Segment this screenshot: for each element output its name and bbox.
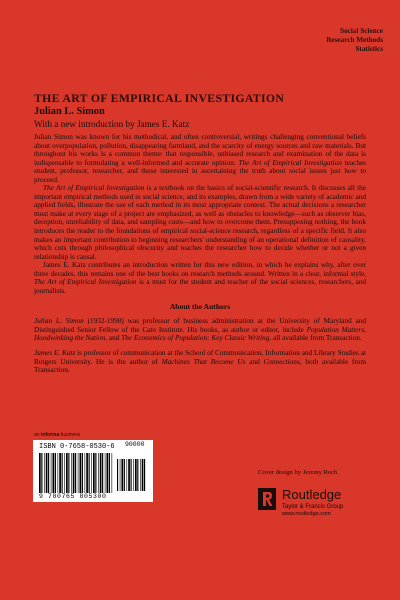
barcode-bar: [89, 453, 90, 493]
barcode-bar: [51, 453, 52, 493]
addon-digits: 90000: [125, 441, 145, 448]
category-research-methods: Research Methods: [326, 36, 383, 45]
publisher-group: Taylor & Francis Group: [282, 504, 344, 510]
barcode-bar: [95, 453, 96, 493]
barcode-bar: [128, 459, 130, 491]
barcode-bar: [107, 453, 109, 493]
barcode-bar: [64, 453, 65, 493]
barcode-bar: [121, 459, 123, 491]
barcode-bar: [71, 453, 72, 493]
barcode-bar: [59, 453, 61, 493]
barcode-bar: [39, 453, 41, 493]
barcode-bar: [117, 459, 118, 491]
isbn-number: ISBN 0-7658-0530-6: [39, 443, 115, 451]
ean-digits: 9 780765 805300: [39, 493, 107, 500]
barcode-bar: [133, 459, 134, 491]
barcode-bar: [68, 453, 69, 493]
publisher-url: www.routledge.com: [282, 511, 331, 517]
barcode-bar: [44, 453, 45, 493]
isbn-barcode: [33, 440, 153, 502]
publisher-text: [282, 488, 343, 518]
barcode-bar: [127, 459, 128, 491]
barcode-bar: [75, 453, 76, 493]
barcode-bar: [109, 453, 110, 493]
barcode-bar: [102, 453, 103, 493]
barcode-bar: [73, 453, 75, 493]
category-social-science: Social Science: [340, 27, 383, 35]
barcode-bar: [142, 459, 144, 491]
barcode-bar: [105, 453, 106, 493]
barcode-bar: [112, 453, 113, 493]
barcode-bar: [80, 453, 82, 493]
barcode-bar: [100, 453, 102, 493]
barcode-bar: [46, 453, 48, 493]
barcode-bar: [58, 453, 59, 493]
barcode-bar: [124, 459, 125, 491]
informa-business-label: an informa business: [34, 432, 81, 438]
bio-katz: James E. Katz is professor of communication at the School of Communication, Information and Library Studies at Rutgers University. He is the author of Machines That Become Us and Connections, both available from Transaction.: [34, 349, 367, 375]
barcode-bar: [144, 459, 145, 491]
barcode-bar: [135, 459, 137, 491]
paragraph-1: Julian Simon was known for his methodical, and often controversial, writings challenging conventional beliefs about overpopulation, pollution, disappearing farmland, and the scarcity of energy sources and raw materials. But throughout his works is a common theme: that responsible, unbiased research and examination of the data is indispensable to formulating a well-informed and accurate opinion. The Art of Empirical Investigation teaches student, professor, researcher, and those interested in ascertaining the truth about social issues just how to proceed.: [34, 133, 366, 184]
barcode-bar: [66, 453, 68, 493]
category-list: [326, 27, 383, 55]
barcode-bar: [78, 453, 79, 493]
barcode-bar: [55, 453, 56, 493]
book-title: THE ART OF EMPIRICAL INVESTIGATION: [34, 91, 285, 105]
about-authors: [34, 317, 366, 374]
barcode-bar: [98, 453, 99, 493]
description: [34, 133, 366, 295]
barcode-bar: [82, 453, 83, 493]
about-authors-heading: About the Authors: [169, 302, 231, 312]
back-cover-text: [34, 92, 366, 381]
routledge-r-icon: [258, 488, 276, 510]
barcode-bar: [140, 459, 141, 491]
barcode-bar: [91, 453, 92, 493]
cover-design-credit: Cover design by Jeremy Rech: [258, 469, 338, 476]
category-statistics: Statistics: [355, 45, 383, 54]
publisher-logo: [258, 488, 343, 518]
book-author: Julian L. Simon: [34, 106, 105, 117]
barcode-bar: [62, 453, 63, 493]
barcode-bar: [131, 459, 132, 491]
barcode-bar: [120, 459, 121, 491]
ean-barcode: [39, 453, 113, 493]
bio-simon: Julian L. Simon (1932-1998) was professor of business administration at the University of Maryland and Distinguished Senior Fellow of the Cato Institute. His books, as author or editor, include Population Matters, Hoodwinking the Nation, and The Economics of Population: Key Classic Writing, all available from Transaction.: [34, 317, 367, 343]
barcode-bar: [85, 453, 86, 493]
barcode-bar: [93, 453, 95, 493]
barcode-bars: [39, 453, 147, 493]
addon-barcode: [117, 459, 147, 491]
barcode-bar: [53, 453, 55, 493]
barcode-bar: [48, 453, 49, 493]
paragraph-2: The Art of Empirical Investigation is a textbook on the basics of social-scientific research. It discusses all the important empirical methods used in social science, and its examples, drawn from a wide variety of academic and applied fields, illustrate the use of each method in its most appropriate context. The actual decisions a researcher must make at every stage of a project are emphasized, as well as obstacles to knowledge—such as observer bias, deception, unreliability of data, and sampling costs—and how to overcome them. Presupposing nothing, the book introduces the reader to the foundations of empirical social-science research, regardless of a specific field. It also makes an important contribution to beginning researchers' understanding of an operational definition of causality, which cuts through philosophical obscurity and teaches the researcher how to decide whether or not a given relationship is causal.: [34, 184, 366, 261]
barcode-bar: [137, 459, 138, 491]
barcode-bar: [86, 453, 88, 493]
paragraph-3: James E. Katz contributes an introduction written for this new edition, in which he explains why, after over three decades, this remains one of the best books on research methods around. Written in a clear, informal style, The Art of Empirical Investigation is a must for the student and teacher of the social sciences, researchers, and journalists.: [34, 261, 366, 295]
publisher-name: Routledge: [282, 487, 342, 502]
introduction-credit: With a new introduction by James E. Katz: [34, 119, 190, 129]
barcode-bar: [41, 453, 42, 493]
